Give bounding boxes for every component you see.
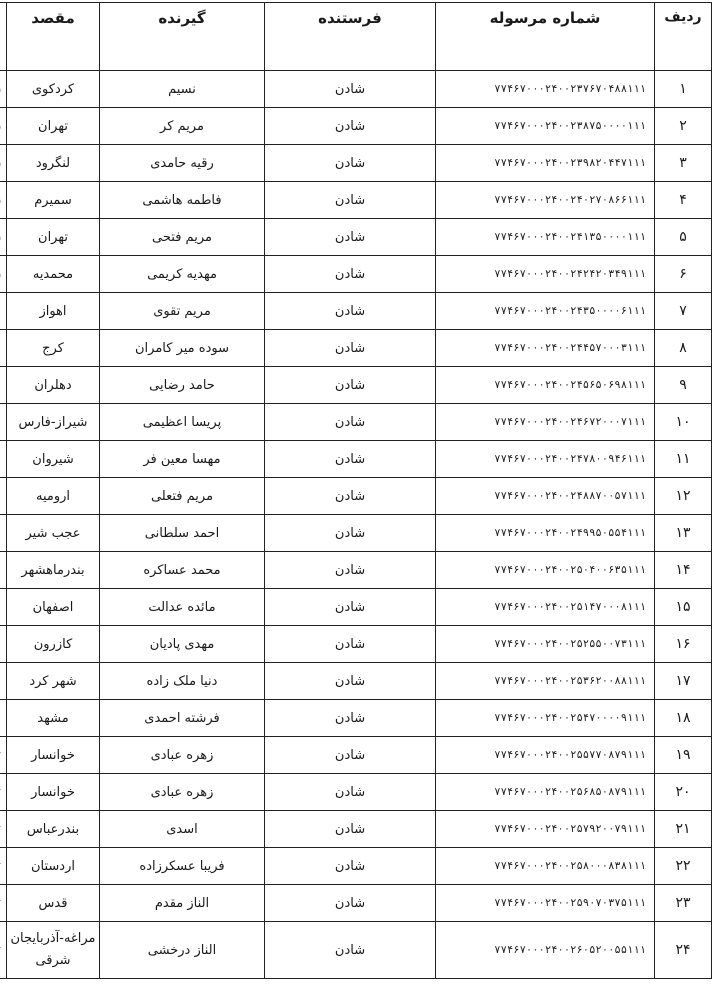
cell-destination: ارومیه xyxy=(7,478,100,515)
table-row xyxy=(0,293,712,330)
cell-sender: شادن xyxy=(265,626,436,663)
table-row xyxy=(0,515,712,552)
cell-row-number: ۹ xyxy=(655,367,712,404)
cell-sender: شادن xyxy=(265,737,436,774)
cell-recipient: اسدی xyxy=(100,811,265,848)
table-row xyxy=(0,811,712,848)
header-tracking-number: شماره مرسوله xyxy=(436,3,655,71)
cell-tracking-number: ۷۷۴۶۷۰۰۰۲۴۰۰۲۴۸۸۷۰۰۵۷۱۱۱ xyxy=(436,478,655,515)
cell-recipient: مائده عدالت xyxy=(100,589,265,626)
table-row xyxy=(0,108,712,145)
cell-recipient: دنیا ملک زاده xyxy=(100,663,265,700)
cell-destination: عجب شیر xyxy=(7,515,100,552)
cell-destination: کرج xyxy=(7,330,100,367)
cell-recipient: فریبا عسکرزاده xyxy=(100,848,265,885)
cell-recipient: مریم فتحی xyxy=(100,219,265,256)
cell-recipient: نسیم xyxy=(100,71,265,108)
cell-row-number: ۲۱ xyxy=(655,811,712,848)
cell-tracking-number: ۷۷۴۶۷۰۰۰۲۴۰۰۲۶۰۵۲۰۰۵۵۱۱۱ xyxy=(436,922,655,979)
cell-row-number: ۱۹ xyxy=(655,737,712,774)
cell-destination: بندرماهشهر xyxy=(7,552,100,589)
cell-destination: قدس xyxy=(7,885,100,922)
table-row xyxy=(0,626,712,663)
table-row xyxy=(0,256,712,293)
cell-tracking-number: ۷۷۴۶۷۰۰۰۲۴۰۰۲۵۵۷۷۰۸۷۹۱۱۱ xyxy=(436,737,655,774)
cell-destination: لنگرود xyxy=(7,145,100,182)
cell-sender: شادن xyxy=(265,441,436,478)
cell-row-number: ۱۱ xyxy=(655,441,712,478)
cell-sender: شادن xyxy=(265,663,436,700)
cell-row-number: ۲۰ xyxy=(655,774,712,811)
table-row xyxy=(0,663,712,700)
header-destination: مقصد xyxy=(7,3,100,71)
cell-tracking-number: ۷۷۴۶۷۰۰۰۲۴۰۰۲۵۴۷۰۰۰۰۹۱۱۱ xyxy=(436,700,655,737)
cell-destination: مراغه-آذربایجان شرقی xyxy=(7,922,100,979)
cell-destination: بندرعباس xyxy=(7,811,100,848)
cell-destination: سمیرم xyxy=(7,182,100,219)
cell-tracking-number: ۷۷۴۶۷۰۰۰۲۴۰۰۲۴۹۹۵۰۵۵۴۱۱۱ xyxy=(436,515,655,552)
cell-recipient: مهدیه کریمی xyxy=(100,256,265,293)
cell-sender: شادن xyxy=(265,367,436,404)
cell-recipient: مریم کر xyxy=(100,108,265,145)
table-row xyxy=(0,478,712,515)
cell-tracking-number: ۷۷۴۶۷۰۰۰۲۴۰۰۲۵۸۰۰۰۸۳۸۱۱۱ xyxy=(436,848,655,885)
cell-row-number: ۱۰ xyxy=(655,404,712,441)
cell-sender: شادن xyxy=(265,811,436,848)
cell-recipient: رقیه حامدی xyxy=(100,145,265,182)
cell-destination: مشهد xyxy=(7,700,100,737)
cell-tracking-number: ۷۷۴۶۷۰۰۰۲۴۰۰۲۳۸۷۵۰۰۰۰۱۱۱ xyxy=(436,108,655,145)
cell-row-number: ۲ xyxy=(655,108,712,145)
cell-recipient: زهره عبادی xyxy=(100,774,265,811)
cell-tracking-number: ۷۷۴۶۷۰۰۰۲۴۰۰۲۴۲۴۲۰۳۴۹۱۱۱ xyxy=(436,256,655,293)
cell-destination: کازرون xyxy=(7,626,100,663)
cell-recipient: محمد عساکره xyxy=(100,552,265,589)
cell-row-number: ۴ xyxy=(655,182,712,219)
cell-row-number: ۷ xyxy=(655,293,712,330)
cell-sender: شادن xyxy=(265,774,436,811)
table-row xyxy=(0,367,712,404)
cell-recipient: پریسا اعظیمی xyxy=(100,404,265,441)
cell-sender: شادن xyxy=(265,848,436,885)
cell-sender: شادن xyxy=(265,478,436,515)
table-row xyxy=(0,922,712,979)
cell-sender: شادن xyxy=(265,330,436,367)
cell-sender: شادن xyxy=(265,256,436,293)
cell-sender: شادن xyxy=(265,293,436,330)
cell-row-number: ۱ xyxy=(655,71,712,108)
table-row xyxy=(0,145,712,182)
cell-tracking-number: ۷۷۴۶۷۰۰۰۲۴۰۰۲۵۲۵۵۰۰۷۳۱۱۱ xyxy=(436,626,655,663)
shipment-table xyxy=(0,2,712,979)
table-row xyxy=(0,330,712,367)
table-row xyxy=(0,848,712,885)
cell-sender: شادن xyxy=(265,145,436,182)
table-body xyxy=(0,71,712,979)
cell-tracking-number: ۷۷۴۶۷۰۰۰۲۴۰۰۲۴۵۶۵۰۶۹۸۱۱۱ xyxy=(436,367,655,404)
cell-sender: شادن xyxy=(265,922,436,979)
cell-sender: شادن xyxy=(265,182,436,219)
cell-sender: شادن xyxy=(265,552,436,589)
cell-row-number: ۱۷ xyxy=(655,663,712,700)
cell-row-number: ۲۴ xyxy=(655,922,712,979)
header-row xyxy=(0,3,712,71)
cell-recipient: احمد سلطانی xyxy=(100,515,265,552)
cell-recipient: فرشته احمدی xyxy=(100,700,265,737)
cell-destination: خوانسار xyxy=(7,774,100,811)
table-row xyxy=(0,441,712,478)
cell-tracking-number: ۷۷۴۶۷۰۰۰۲۴۰۰۲۳۷۶۷۰۴۸۸۱۱۱ xyxy=(436,71,655,108)
cell-tracking-number: ۷۷۴۶۷۰۰۰۲۴۰۰۲۴۰۲۷۰۸۶۶۱۱۱ xyxy=(436,182,655,219)
cell-destination: خوانسار xyxy=(7,737,100,774)
cell-tracking-number: ۷۷۴۶۷۰۰۰۲۴۰۰۲۵۰۴۰۰۶۳۵۱۱۱ xyxy=(436,552,655,589)
table-row xyxy=(0,182,712,219)
cell-tracking-number: ۷۷۴۶۷۰۰۰۲۴۰۰۲۴۱۳۵۰۰۰۰۱۱۱ xyxy=(436,219,655,256)
cell-destination: اهواز xyxy=(7,293,100,330)
cell-row-number: ۳ xyxy=(655,145,712,182)
cell-row-number: ۸ xyxy=(655,330,712,367)
cell-tracking-number: ۷۷۴۶۷۰۰۰۲۴۰۰۲۴۶۷۲۰۰۰۷۱۱۱ xyxy=(436,404,655,441)
cell-recipient: مریم فتعلی xyxy=(100,478,265,515)
header-recipient: گیرنده xyxy=(100,3,265,71)
table-row xyxy=(0,71,712,108)
cell-tracking-number: ۷۷۴۶۷۰۰۰۲۴۰۰۲۴۴۵۷۰۰۰۳۱۱۱ xyxy=(436,330,655,367)
table-row xyxy=(0,404,712,441)
cell-recipient: مریم تقوی xyxy=(100,293,265,330)
table-row xyxy=(0,589,712,626)
cell-tracking-number: ۷۷۴۶۷۰۰۰۲۴۰۰۲۳۹۸۲۰۴۴۷۱۱۱ xyxy=(436,145,655,182)
cell-tracking-number: ۷۷۴۶۷۰۰۰۲۴۰۰۲۵۳۶۲۰۰۸۸۱۱۱ xyxy=(436,663,655,700)
cell-sender: شادن xyxy=(265,404,436,441)
cell-destination: کردکوی xyxy=(7,71,100,108)
cell-destination: شیروان xyxy=(7,441,100,478)
cell-tracking-number: ۷۷۴۶۷۰۰۰۲۴۰۰۲۵۷۹۲۰۰۷۹۱۱۱ xyxy=(436,811,655,848)
cell-destination: تهران xyxy=(7,108,100,145)
cell-destination: دهلران xyxy=(7,367,100,404)
cell-recipient: الناز مقدم xyxy=(100,885,265,922)
cell-tracking-number: ۷۷۴۶۷۰۰۰۲۴۰۰۲۵۱۴۷۰۰۰۸۱۱۱ xyxy=(436,589,655,626)
cell-row-number: ۵ xyxy=(655,219,712,256)
table-row xyxy=(0,737,712,774)
cell-sender: شادن xyxy=(265,71,436,108)
cell-recipient: مهسا معین فر xyxy=(100,441,265,478)
cell-sender: شادن xyxy=(265,885,436,922)
header-sender: فرستنده xyxy=(265,3,436,71)
table-row xyxy=(0,219,712,256)
cell-sender: شادن xyxy=(265,108,436,145)
table-row xyxy=(0,885,712,922)
cell-sender: شادن xyxy=(265,515,436,552)
cell-destination: شیراز-فارس xyxy=(7,404,100,441)
cell-row-number: ۲۲ xyxy=(655,848,712,885)
cell-row-number: ۱۸ xyxy=(655,700,712,737)
cell-recipient: فاطمه هاشمی xyxy=(100,182,265,219)
cell-row-number: ۱۶ xyxy=(655,626,712,663)
table-row xyxy=(0,552,712,589)
cell-destination: اردستان xyxy=(7,848,100,885)
cell-row-number: ۱۲ xyxy=(655,478,712,515)
cell-recipient: زهره عبادی xyxy=(100,737,265,774)
table-row xyxy=(0,700,712,737)
cell-sender: شادن xyxy=(265,219,436,256)
cell-recipient: سوده میر کامران xyxy=(100,330,265,367)
cell-tracking-number: ۷۷۴۶۷۰۰۰۲۴۰۰۲۵۹۰۷۰۳۷۵۱۱۱ xyxy=(436,885,655,922)
header-row-number: ردیف xyxy=(655,3,712,71)
cell-destination: تهران xyxy=(7,219,100,256)
cell-tracking-number: ۷۷۴۶۷۰۰۰۲۴۰۰۲۴۳۵۰۰۰۰۶۱۱۱ xyxy=(436,293,655,330)
cell-destination: اصفهان xyxy=(7,589,100,626)
cell-sender: شادن xyxy=(265,589,436,626)
cell-row-number: ۱۵ xyxy=(655,589,712,626)
cell-row-number: ۲۳ xyxy=(655,885,712,922)
cell-row-number: ۶ xyxy=(655,256,712,293)
cell-recipient: الناز درخشی xyxy=(100,922,265,979)
cell-sender: شادن xyxy=(265,700,436,737)
cell-destination: شهر کرد xyxy=(7,663,100,700)
cell-tracking-number: ۷۷۴۶۷۰۰۰۲۴۰۰۲۴۷۸۰۰۹۴۶۱۱۱ xyxy=(436,441,655,478)
cell-destination: محمدیه xyxy=(7,256,100,293)
cell-recipient: حامد رضایی xyxy=(100,367,265,404)
cell-row-number: ۱۴ xyxy=(655,552,712,589)
cell-tracking-number: ۷۷۴۶۷۰۰۰۲۴۰۰۲۵۶۸۵۰۸۷۹۱۱۱ xyxy=(436,774,655,811)
table-row xyxy=(0,774,712,811)
cell-row-number: ۱۳ xyxy=(655,515,712,552)
cell-recipient: مهدی پادیان xyxy=(100,626,265,663)
